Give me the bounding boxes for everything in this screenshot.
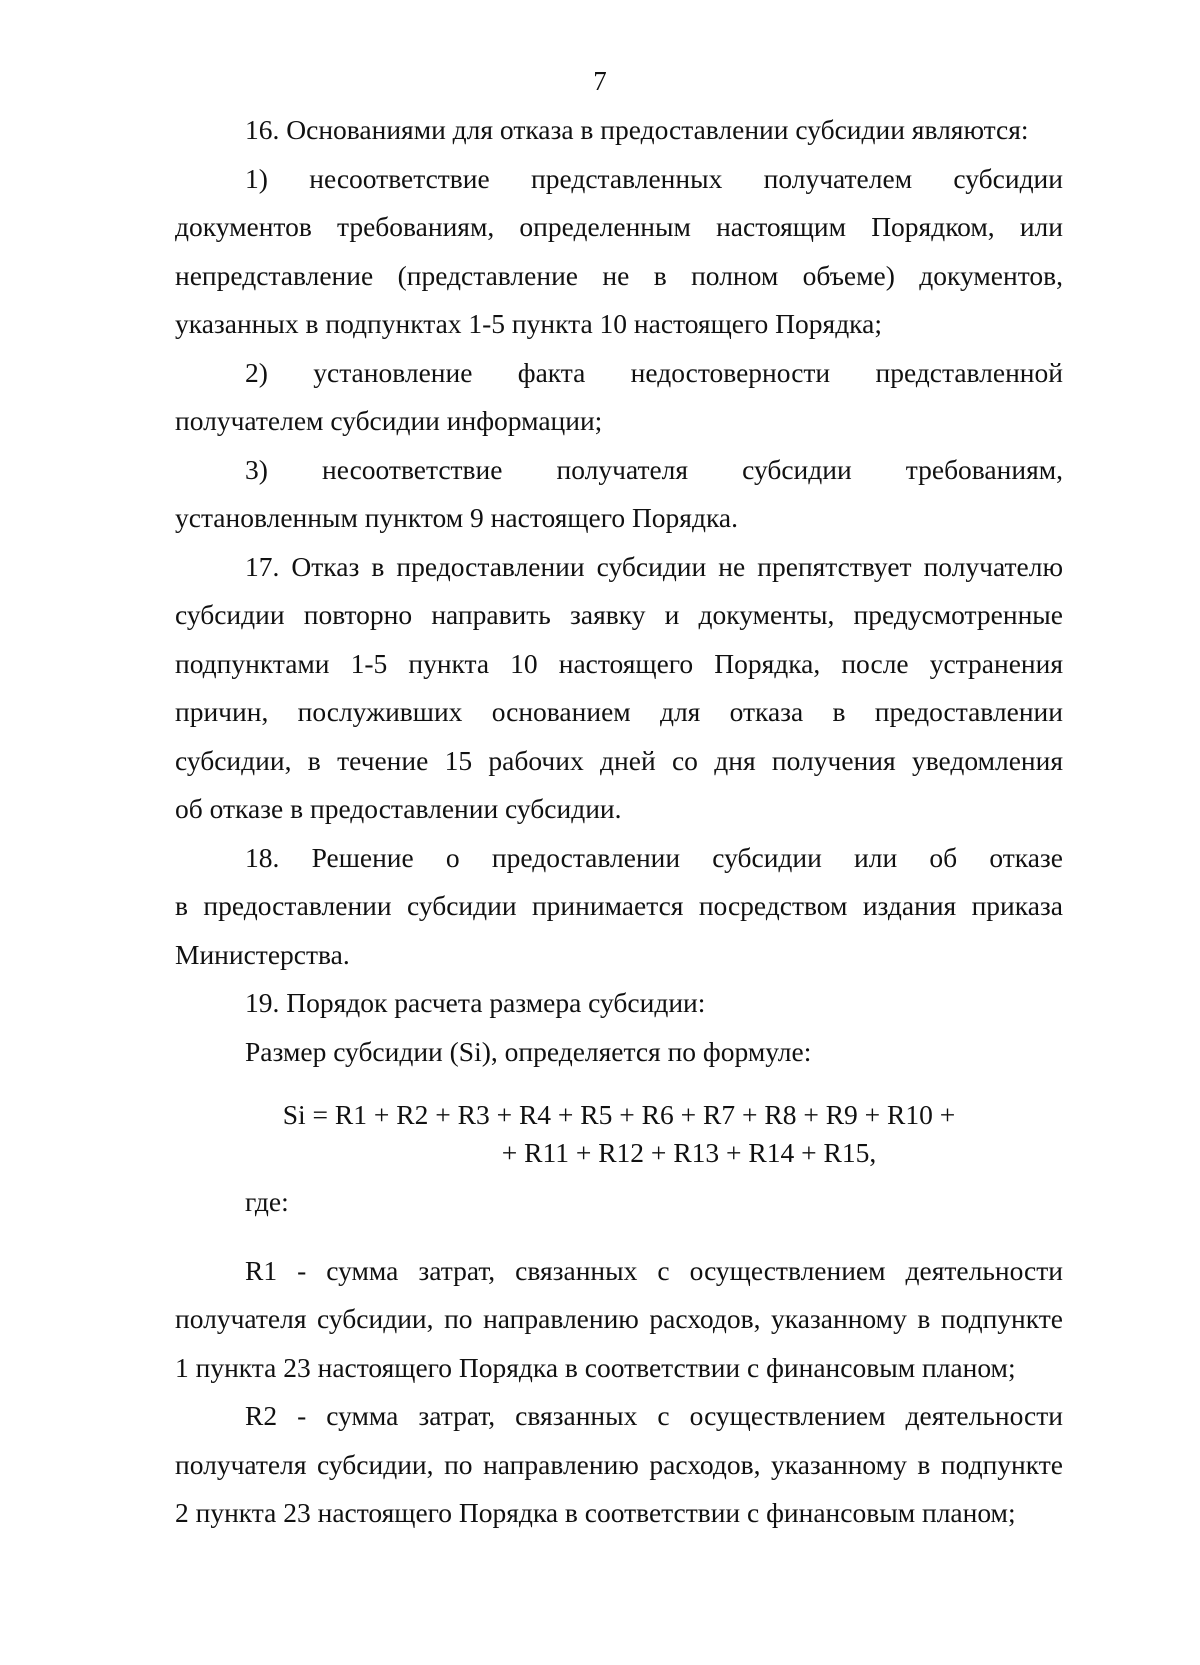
text-line: 18. Решение о предоставлении субсидии или об отказе [245, 841, 1063, 873]
text-line: установленным пунктом 9 настоящего Порядка. [175, 502, 738, 533]
text-line: 2 пункта 23 настоящего Порядка в соответствии с финансовым планом; [175, 1497, 1016, 1528]
text-line: подпунктами 1-5 пункта 10 настоящего Порядка, после устранения [175, 647, 1063, 679]
paragraph-18 [175, 834, 1063, 980]
text-line: причин, послуживших основанием для отказа в предоставлении [175, 696, 1063, 727]
paragraph-19: 19. Порядок расчета размера субсидии: [245, 987, 706, 1018]
text-line: 3) несоответствие получателя субсидии требованиям, [245, 453, 1063, 485]
text-line: непредставление (представление не в полном объеме) документов, [175, 259, 1063, 291]
text-line: получателя субсидии, по направлению расходов, указанному в подпункте [175, 1303, 1063, 1334]
formula-line-2: + R11 + R12 + R13 + R14 + R15, [501, 1137, 877, 1168]
paragraph-16-item-3 [175, 446, 1063, 543]
text-line: 17. Отказ в предоставлении субсидии не препятствует получателю [245, 550, 1063, 582]
text-line: 1) несоответствие представленных получателем субсидии [245, 162, 1063, 194]
text-line: субсидии повторно направить заявку и документы, предусмотренные [175, 599, 1063, 630]
text-line: получателем субсидии информации; [175, 405, 603, 436]
where-label: где: [245, 1186, 289, 1217]
paragraph-16-item-2 [175, 349, 1063, 446]
text-line: 2) установление факта недостоверности представленной [245, 356, 1063, 388]
paragraph-16: 16. Основаниями для отказа в предоставлении субсидии являются: [245, 114, 1029, 145]
formula-line-1: Si = R1 + R2 + R3 + R4 + R5 + R6 + R7 + R8 + R9 + R10 + [282, 1099, 956, 1130]
text-line: получателя субсидии, по направлению расходов, указанному в подпункте [175, 1448, 1063, 1480]
text-line: об отказе в предоставлении субсидии. [175, 793, 622, 824]
text-line: Министерства. [175, 938, 350, 970]
paragraph-19-intro: Размер субсидии (Si), определяется по формуле: [245, 1035, 812, 1067]
text-line: документов требованиям, определенным настоящим Порядком, или [175, 211, 1063, 242]
definition-r1 [175, 1247, 1063, 1393]
text-line: субсидии, в течение 15 рабочих дней со дня получения уведомления [175, 744, 1063, 776]
text-line: R1 - сумма затрат, связанных с осуществлением деятельности [245, 1254, 1063, 1286]
document-body [175, 106, 1063, 1538]
text-line: в предоставлении субсидии принимается посредством издания приказа [175, 890, 1063, 921]
page-number: 7 [593, 66, 607, 96]
definition-r2 [175, 1392, 1063, 1538]
text-line: R2 - сумма затрат, связанных с осуществлением деятельности [245, 1400, 1063, 1431]
text-line: 1 пункта 23 настоящего Порядка в соответствии с финансовым планом; [175, 1351, 1016, 1383]
paragraph-17 [175, 543, 1063, 834]
paragraph-16-item-1 [175, 155, 1063, 349]
formula [175, 1096, 1063, 1172]
text-line: указанных в подпунктах 1-5 пункта 10 настоящего Порядка; [175, 308, 882, 339]
